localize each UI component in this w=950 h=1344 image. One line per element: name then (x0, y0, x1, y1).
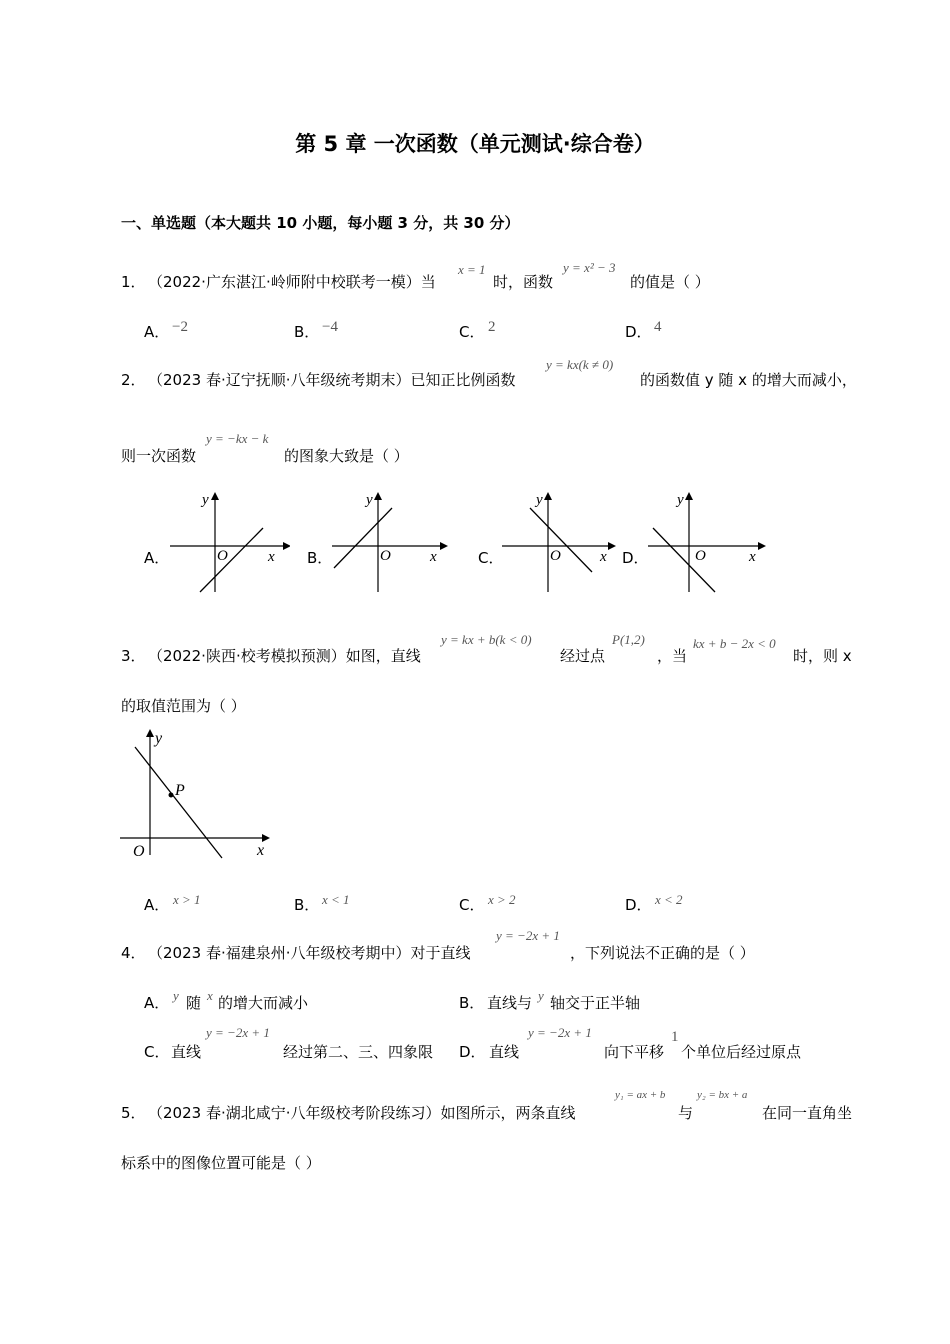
q3-option-c-value: x > 2 (488, 892, 516, 907)
q4-option-c-label: C． (144, 1043, 170, 1061)
q4-option-d-label: D． (459, 1043, 486, 1061)
q3-option-b-label: B． (294, 896, 320, 914)
origin-label: O (550, 548, 561, 564)
q1-option-c-value: 2 (488, 319, 496, 335)
y-axis-label: y (202, 492, 209, 508)
q4-option-a-math-y: y (173, 988, 179, 1003)
graph-line (200, 528, 263, 592)
q4-option-d-text2: 向下平移 (604, 1043, 665, 1061)
y-axis-arrow (211, 492, 219, 500)
x-axis-label: x (430, 549, 437, 565)
origin-label: O (695, 548, 706, 564)
q4-option-b-label: B． (459, 994, 485, 1012)
y-axis-label: y (366, 492, 373, 508)
graph-line (135, 747, 222, 858)
q1-tail: 的值是（ ） (630, 273, 710, 291)
q1-number: 1． (121, 273, 146, 291)
q3-source: （2022·陕西·校考模拟预测）如图，直线 (148, 647, 421, 665)
q1-math-func: y = x² − 3 (563, 260, 616, 275)
y-axis-label: y (536, 492, 543, 508)
q3-figure (117, 725, 277, 865)
x-axis-arrow (262, 834, 270, 842)
q3-option-d-value: x < 2 (655, 892, 683, 907)
x-axis-label: x (257, 842, 265, 859)
q4-option-c-text1: 直线 (171, 1043, 202, 1061)
q4-number: 4． (121, 944, 146, 962)
q5-line2: 标系中的图像位置可能是（ ） (121, 1154, 321, 1172)
q3-option-a-value: x > 1 (173, 892, 201, 907)
origin-label: O (380, 548, 391, 564)
q4-option-b-math-y: y (538, 988, 544, 1003)
q3-math-inequality: kx + b − 2x < 0 (693, 636, 776, 651)
q3-option-c-label: C． (459, 896, 485, 914)
y-axis-label: y (677, 492, 684, 508)
q4-option-d-math: y = −2x + 1 (528, 1025, 592, 1040)
q3-math-point: P(1,2) (612, 632, 645, 647)
q4-option-b-text1: 直线与 (487, 994, 533, 1012)
q5-math-y1: y₁ = ax + b (615, 1089, 666, 1101)
q4-math-line: y = −2x + 1 (496, 928, 560, 943)
q5-math-y2: y₂ = bx + a (697, 1089, 748, 1101)
q3-mid2: ，当 (657, 647, 688, 665)
q3-tail: 时，则 x (793, 647, 852, 665)
q5-mid: 与 (678, 1104, 694, 1122)
x-axis-label: x (749, 549, 756, 565)
x-axis-label: x (600, 549, 607, 565)
x-axis-arrow (758, 542, 766, 550)
q4-option-c-text2: 经过第二、三、四象限 (283, 1043, 434, 1061)
q2-option-b-label: B． (307, 549, 333, 567)
q2-number: 2． (121, 371, 146, 389)
q3-number: 3． (121, 647, 146, 665)
q3-option-d-label: D． (625, 896, 652, 914)
q1-option-d-label: D． (625, 323, 652, 341)
q1-mid: 时，函数 (493, 273, 554, 291)
x-axis-arrow (283, 542, 290, 550)
x-axis-arrow (608, 542, 616, 550)
q4-tail: ，下列说法不正确的是（ ） (570, 944, 755, 962)
q3-option-b-value: x < 1 (322, 892, 350, 907)
y-axis-arrow (374, 492, 382, 500)
q4-option-c-math: y = −2x + 1 (206, 1025, 270, 1040)
graph-line (530, 508, 592, 572)
q2-graph-a (165, 488, 290, 598)
q3-option-a-label: A． (144, 896, 170, 914)
q4-option-d-text1: 直线 (489, 1043, 520, 1061)
q2-option-d-label: D． (622, 549, 649, 567)
q1-math-x: x = 1 (458, 262, 486, 277)
q2-graph-b (330, 488, 450, 598)
q3-mid: 经过点 (560, 647, 606, 665)
q4-option-b-text2: 轴交于正半轴 (550, 994, 641, 1012)
q1-option-a-value: −2 (172, 319, 188, 335)
origin-label: O (133, 843, 145, 860)
origin-label: O (217, 548, 228, 564)
q3-line2: 的取值范围为（ ） (121, 697, 246, 715)
q2-graph-c (500, 488, 620, 598)
q5-source: （2023 春·湖北咸宁·八年级校考阶段练习）如图所示，两条直线 (148, 1104, 576, 1122)
q5-number: 5． (121, 1104, 146, 1122)
q4-option-d-math-1: 1 (671, 1029, 679, 1045)
point-p (169, 793, 174, 798)
q4-option-a-text2: 的增大而减小 (218, 994, 309, 1012)
q2-source: （2023 春·辽宁抚顺·八年级统考期末）已知正比例函数 (148, 371, 516, 389)
y-axis-arrow (685, 492, 693, 500)
q4-option-d-text3: 个单位后经过原点 (681, 1043, 802, 1061)
x-axis-arrow (440, 542, 448, 550)
q4-option-a-label: A． (144, 994, 170, 1012)
q4-option-a-text1: 随 (186, 994, 202, 1012)
q2-math-proportional: y = kx(k ≠ 0) (546, 357, 614, 372)
q2-line2-end: 的图象大致是（ ） (284, 447, 409, 465)
section-heading: 一、单选题（本大题共 10 小题，每小题 3 分，共 30 分） (121, 214, 520, 232)
q4-source: （2023 春·福建泉州·八年级校考期中）对于直线 (148, 944, 471, 962)
x-axis-label: x (268, 549, 275, 565)
page-title: 第 5 章 一次函数（单元测试·综合卷） (295, 132, 655, 156)
q1-option-a-label: A． (144, 323, 170, 341)
q2-option-c-label: C． (478, 549, 504, 567)
q1-option-c-label: C． (459, 323, 485, 341)
point-p-label: P (175, 782, 185, 799)
q1-option-b-label: B． (294, 323, 320, 341)
y-axis-arrow (146, 729, 154, 737)
q2-tail: 的函数值 y 随 x 的增大而减小， (640, 371, 857, 389)
q3-math-line: y = kx + b(k < 0) (441, 632, 532, 647)
q1-option-b-value: −4 (322, 319, 338, 335)
y-axis-label: y (155, 730, 163, 747)
q5-tail: 在同一直角坐 (762, 1104, 853, 1122)
q2-line2-start: 则一次函数 (121, 447, 197, 465)
q4-option-a-math-x: x (207, 988, 213, 1003)
q1-source: （2022·广东湛江·岭师附中校联考一模）当 (148, 273, 436, 291)
q2-graph-d (645, 488, 770, 598)
q1-option-d-value: 4 (654, 319, 662, 335)
y-axis-arrow (544, 492, 552, 500)
q2-option-a-label: A． (144, 549, 170, 567)
q2-math-linear: y = −kx − k (206, 431, 269, 446)
